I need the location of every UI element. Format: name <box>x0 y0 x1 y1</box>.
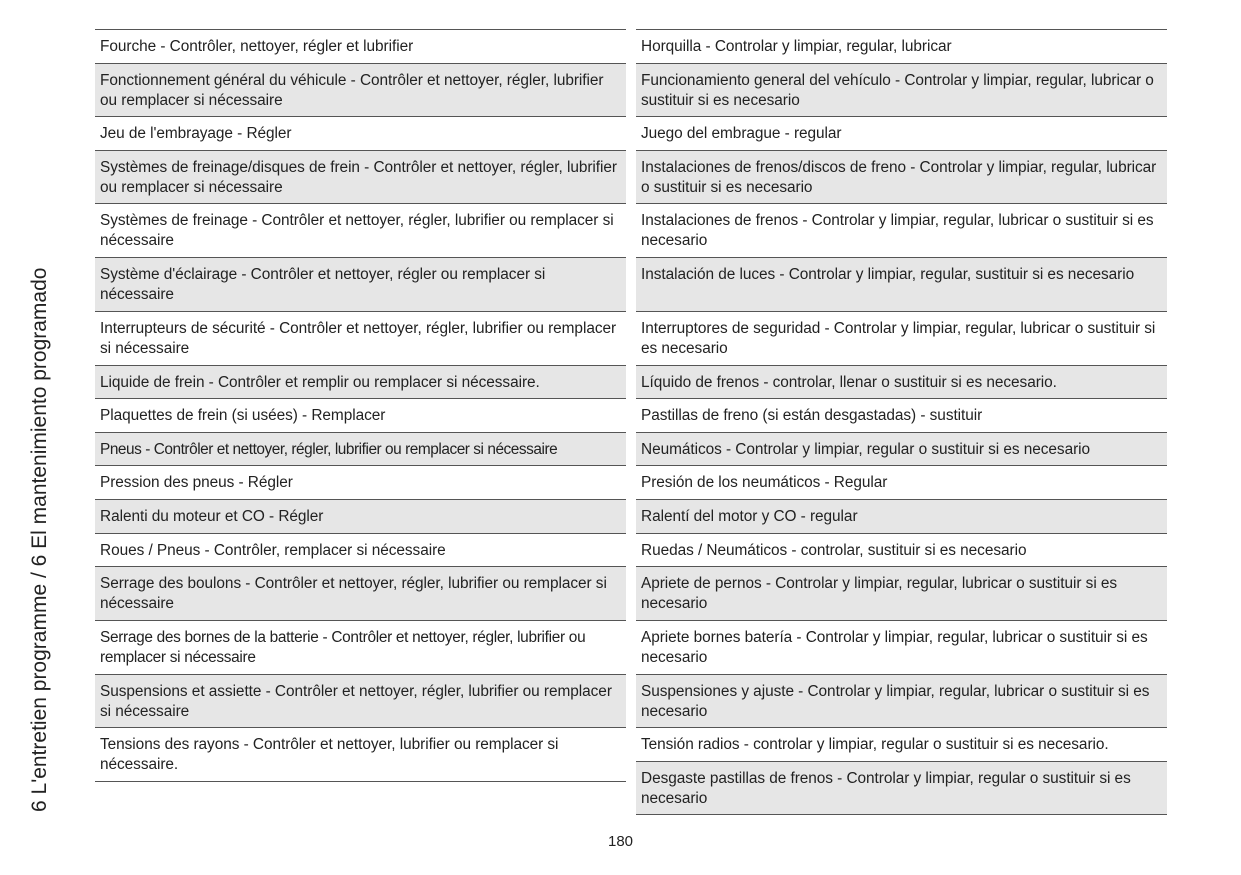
table-row: Suspensiones y ajuste - Controlar y limpiar, regular, lubricar o sustituir si es necesario <box>636 675 1167 728</box>
table-row: Liquide de frein - Contrôler et remplir ou remplacer si nécessaire. <box>95 366 626 399</box>
table-row: Horquilla - Controlar y limpiar, regular, lubricar <box>636 30 1167 64</box>
table-row: Systèmes de freinage - Contrôler et nettoyer, régler, lubrifier ou remplacer si nécessaire <box>95 204 626 258</box>
table-row: Instalación de luces - Controlar y limpiar, regular, sustituir si es necesario <box>636 258 1167 312</box>
french-maintenance-table <box>95 29 626 782</box>
table-row: Tensions des rayons - Contrôler et nettoyer, lubrifier ou remplacer si nécessaire. <box>95 728 626 782</box>
table-row: Système d'éclairage - Contrôler et nettoyer, régler ou remplacer si nécessaire <box>95 258 626 312</box>
table-row: Interrupteurs de sécurité - Contrôler et nettoyer, régler, lubrifier ou remplacer si nécessaire <box>95 312 626 366</box>
table-row: Pression des pneus - Régler <box>95 466 626 500</box>
table-row: Tensión radios - controlar y limpiar, regular o sustituir si es necesario. <box>636 728 1167 762</box>
table-row: Juego del embrague - regular <box>636 117 1167 151</box>
table-row: Plaquettes de frein (si usées) - Remplacer <box>95 399 626 433</box>
page-number: 180 <box>607 833 634 850</box>
table-row: Fonctionnement général du véhicule - Contrôler et nettoyer, régler, lubrifier ou remplacer si nécessaire <box>95 64 626 117</box>
table-row: Systèmes de freinage/disques de frein - Contrôler et nettoyer, régler, lubrifier ou remplacer si nécessaire <box>95 151 626 204</box>
table-row: Ralentí del motor y CO - regular <box>636 500 1167 534</box>
side-chapter-title: 6 L'entretien programme / 6 El mantenimiento programado <box>28 267 51 812</box>
table-row: Apriete bornes batería - Controlar y limpiar, regular, lubricar o sustituir si es necesario <box>636 621 1167 675</box>
table-row: Serrage des bornes de la batterie - Contrôler et nettoyer, régler, lubrifier ou remplacer si nécessaire <box>95 621 626 675</box>
table-row: Roues / Pneus - Contrôler, remplacer si nécessaire <box>95 534 626 567</box>
table-row: Pneus - Contrôler et nettoyer, régler, lubrifier ou remplacer si nécessaire <box>95 433 626 466</box>
table-row: Funcionamiento general del vehículo - Controlar y limpiar, regular, lubricar o sustituir si es necesario <box>636 64 1167 117</box>
table-row: Desgaste pastillas de frenos - Controlar y limpiar, regular o sustituir si es necesario <box>636 762 1167 815</box>
spanish-maintenance-table <box>636 29 1167 815</box>
table-row: Instalaciones de frenos/discos de freno - Controlar y limpiar, regular, lubricar o sustituir si es necesario <box>636 151 1167 204</box>
table-row: Serrage des boulons - Contrôler et nettoyer, régler, lubrifier ou remplacer si nécessaire <box>95 567 626 621</box>
table-row: Presión de los neumáticos - Regular <box>636 466 1167 500</box>
table-row: Pastillas de freno (si están desgastadas) - sustituir <box>636 399 1167 433</box>
table-row: Ruedas / Neumáticos - controlar, sustituir si es necesario <box>636 534 1167 567</box>
table-row: Ralenti du moteur et CO - Régler <box>95 500 626 534</box>
table-row: Suspensions et assiette - Contrôler et nettoyer, régler, lubrifier ou remplacer si nécessaire <box>95 675 626 728</box>
table-row: Líquido de frenos - controlar, llenar o sustituir si es necesario. <box>636 366 1167 399</box>
table-row: Neumáticos - Controlar y limpiar, regular o sustituir si es necesario <box>636 433 1167 466</box>
table-row: Jeu de l'embrayage - Régler <box>95 117 626 151</box>
table-row: Apriete de pernos - Controlar y limpiar, regular, lubricar o sustituir si es necesario <box>636 567 1167 621</box>
table-row: Interruptores de seguridad - Controlar y limpiar, regular, lubricar o sustituir si es necesario <box>636 312 1167 366</box>
table-row: Instalaciones de frenos - Controlar y limpiar, regular, lubricar o sustituir si es necesario <box>636 204 1167 258</box>
table-row: Fourche - Contrôler, nettoyer, régler et lubrifier <box>95 30 626 64</box>
